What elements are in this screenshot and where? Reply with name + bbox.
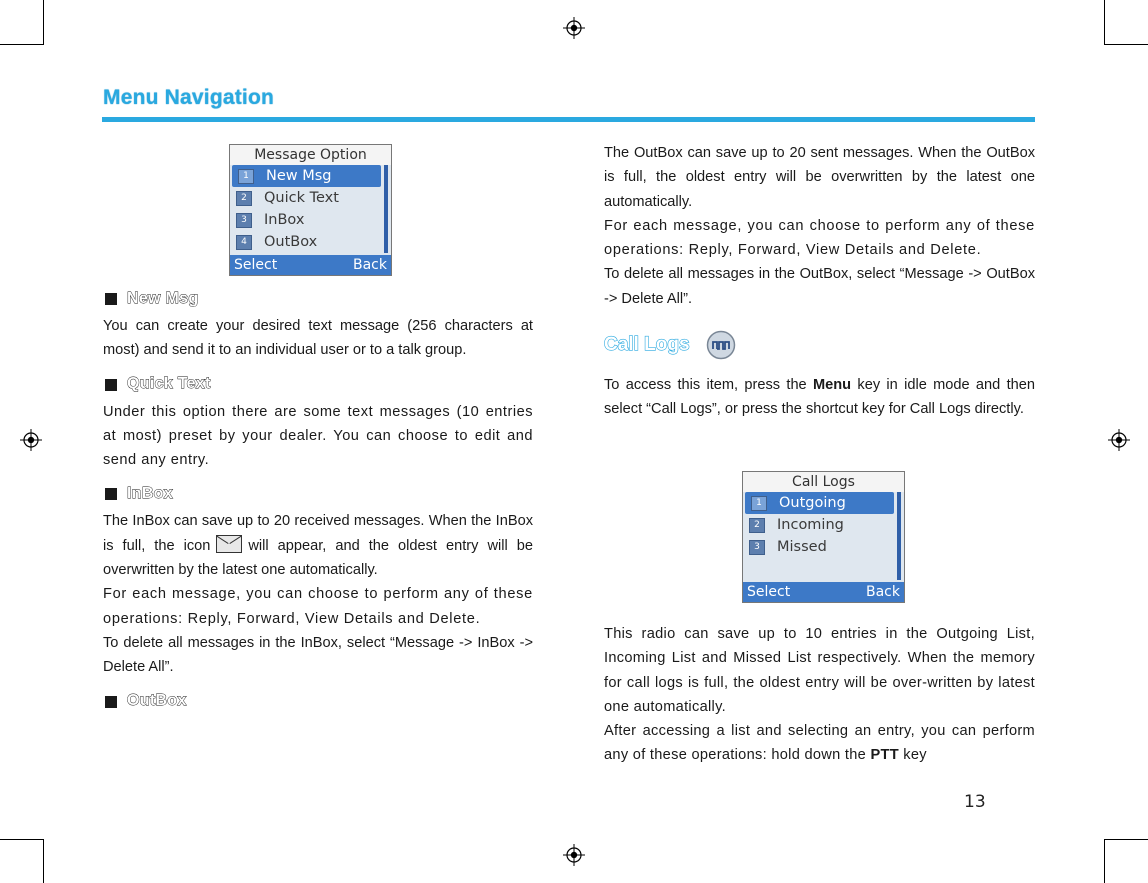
call-logs-text-1a: To access this item, press the bbox=[604, 377, 807, 394]
crop-mark bbox=[1104, 44, 1148, 45]
crop-mark bbox=[1104, 839, 1105, 883]
scrollbar[interactable] bbox=[384, 165, 388, 253]
item-number: 2 bbox=[236, 191, 252, 206]
outbox-text-2: For each message, you can choose to perform any of these operations: Reply, Forward, View Details and Delete. bbox=[604, 217, 1035, 259]
bullet-icon bbox=[105, 696, 117, 708]
item-number: 1 bbox=[751, 496, 767, 511]
scrollbar[interactable] bbox=[897, 492, 901, 580]
softkey-select[interactable]: Select bbox=[747, 584, 791, 600]
crop-mark bbox=[43, 0, 44, 45]
call-logs-text-1b: key in idle mode and then select “Call Logs”, or press the shortcut key for Call Logs directly. bbox=[604, 377, 1035, 418]
crop-mark bbox=[0, 839, 44, 840]
call-logs-icon bbox=[706, 330, 736, 360]
call-logs-heading: Call Logs bbox=[604, 333, 690, 355]
item-number: 3 bbox=[236, 213, 252, 228]
inbox-text-3: To delete all messages in the InBox, select “Message -> InBox -> Delete All”. bbox=[103, 634, 533, 676]
ptt-key-label: PTT bbox=[870, 747, 899, 764]
item-label: Missed bbox=[777, 539, 827, 555]
heading-text: InBox bbox=[127, 485, 173, 503]
inbox-text-1a: The InBox can save up to 20 received messages. When the InBox is full, the icon bbox=[103, 513, 533, 554]
registration-mark-icon bbox=[1108, 429, 1130, 451]
softkey-back[interactable]: Back bbox=[353, 257, 387, 273]
heading-text: Quick Text bbox=[127, 375, 211, 393]
menu-item-outgoing[interactable] bbox=[745, 492, 894, 514]
title-rule bbox=[102, 117, 1035, 122]
item-number: 3 bbox=[749, 540, 765, 555]
envelope-icon bbox=[216, 535, 242, 553]
menu-item-incoming[interactable] bbox=[743, 514, 904, 536]
softkey-back[interactable]: Back bbox=[866, 584, 900, 600]
outbox-text-3: To delete all messages in the OutBox, select “Message -> OutBox -> Delete All”. bbox=[604, 266, 1035, 307]
right-column bbox=[604, 141, 1035, 422]
new-msg-text: You can create your desired text message (256 characters at most) and send it to an individual user or to a talk group. bbox=[103, 318, 533, 359]
call-logs-text-1 bbox=[604, 373, 1035, 422]
menu-item-missed[interactable] bbox=[743, 536, 904, 558]
item-label: Incoming bbox=[777, 517, 844, 533]
call-logs-text-2: This radio can save up to 10 entries in the Outgoing List, Incoming List and Missed List respectively. When the memory for call logs is full, the oldest entry will be over-written by latest one automatically. bbox=[604, 626, 1035, 715]
right-column-lower bbox=[604, 622, 1035, 768]
heading-text: New Msg bbox=[127, 289, 199, 307]
bullet-icon bbox=[105, 293, 117, 305]
softkey-bar bbox=[230, 255, 391, 275]
registration-mark-icon bbox=[563, 17, 585, 39]
call-logs-text-3b: key bbox=[903, 747, 927, 764]
section-heading-outbox bbox=[103, 690, 533, 714]
crop-mark bbox=[0, 44, 44, 45]
menu-item-inbox[interactable] bbox=[230, 209, 391, 231]
call-logs-text-3a: After accessing a list and selecting an entry, you can perform any of these operations: hold down the bbox=[604, 723, 1035, 764]
section-heading-new-msg bbox=[103, 287, 533, 311]
menu-item-new-msg[interactable] bbox=[232, 165, 381, 187]
registration-mark-icon bbox=[563, 844, 585, 866]
bullet-icon bbox=[105, 379, 117, 391]
menu-item-outbox[interactable] bbox=[230, 231, 391, 253]
item-label: OutBox bbox=[264, 234, 318, 250]
screen-header: Message Option bbox=[230, 145, 391, 165]
item-number: 4 bbox=[236, 235, 252, 250]
section-heading-inbox bbox=[103, 482, 533, 506]
item-number: 1 bbox=[238, 169, 254, 184]
left-column bbox=[103, 287, 533, 714]
crop-mark bbox=[1104, 0, 1105, 45]
menu-key-label: Menu bbox=[812, 377, 852, 394]
call-logs-heading-row bbox=[604, 329, 1035, 361]
item-label: InBox bbox=[264, 212, 305, 228]
section-heading-quick-text bbox=[103, 373, 533, 397]
inbox-text-1b: will appear, and the oldest entry will be overwritten by the latest one automatically. bbox=[103, 537, 533, 579]
outbox-text-1: The OutBox can save up to 20 sent messages. When the OutBox is full, the oldest entry will be overwritten by the latest one automatically. bbox=[604, 145, 1035, 210]
page-number: 13 bbox=[964, 792, 986, 812]
softkey-select[interactable]: Select bbox=[234, 257, 278, 273]
item-label: Outgoing bbox=[779, 495, 846, 511]
screen-header: Call Logs bbox=[743, 472, 904, 492]
crop-mark bbox=[1104, 839, 1148, 840]
item-label: New Msg bbox=[266, 168, 332, 184]
page-title: Menu Navigation bbox=[103, 86, 275, 109]
heading-text: OutBox bbox=[127, 692, 187, 710]
quick-text-text: Under this option there are some text messages (10 entries at most) preset by your dealer. You can choose to edit and send any entry. bbox=[103, 403, 533, 469]
inbox-text-2: For each message, you can choose to perform any of these operations: Reply, Forward, View Details and Delete. bbox=[103, 586, 533, 627]
item-label: Quick Text bbox=[264, 190, 339, 206]
bullet-icon bbox=[105, 488, 117, 500]
registration-mark-icon bbox=[20, 429, 42, 451]
softkey-bar bbox=[743, 582, 904, 602]
crop-mark bbox=[43, 839, 44, 883]
menu-item-quick-text[interactable] bbox=[230, 187, 391, 209]
call-logs-screen bbox=[742, 471, 905, 603]
inbox-text-1 bbox=[103, 509, 533, 582]
message-option-screen bbox=[229, 144, 392, 276]
call-logs-text-3 bbox=[604, 719, 1035, 768]
item-number: 2 bbox=[749, 518, 765, 533]
